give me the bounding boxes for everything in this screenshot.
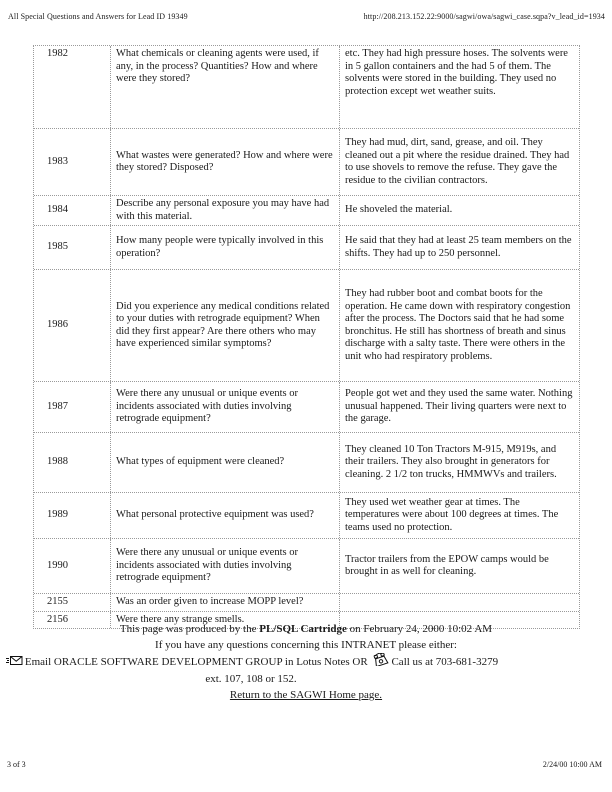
phone-icon — [372, 653, 389, 671]
row-id: 1989 — [34, 493, 111, 538]
answer-text: He said that they had at least 25 team members on the shifts. They had up to 250 personnel. — [345, 235, 572, 259]
table-row — [34, 270, 579, 382]
answer-text: People got wet and they used the same water. Nothing unusual happened. Their living quarters were next to the garage. — [345, 388, 573, 425]
row-id: 1988 — [34, 433, 111, 492]
table-row — [34, 46, 579, 129]
qa-table — [33, 45, 580, 629]
email-icon — [6, 655, 23, 671]
answer-text: They cleaned 10 Ton Tractors M-915, M919s, and their trailers. They also brought in generators for cleaning. 2 1/2 ton trucks, HMMWVs and trailers. — [345, 443, 557, 480]
table-row — [34, 594, 579, 612]
answer-text: etc. They had high pressure hoses. The solvents were in 5 gallon containers and the had 5 of them. The solvents were stored in the building. They used no protection except wet weather suits. — [345, 48, 568, 97]
page-footer — [0, 621, 612, 703]
produced-line — [0, 621, 612, 637]
question-text: Describe any personal exposure you may have had with this material. — [111, 196, 340, 225]
question-text: Was an order given to increase MOPP level? — [111, 594, 340, 611]
answer-text: They had rubber boot and combat boots for the operation. He came down with respiratory congestion after the process. The Doctors said that he had some bronchitus. He still has shortness of breath and sinus discharge with a salty taste. There were others in the unit who had respiratory problems. — [345, 288, 571, 362]
produced-prefix: This page was produced by the — [119, 623, 260, 635]
answer-text — [340, 594, 579, 611]
produced-date: on February 24, 2000 10:02 AM — [346, 623, 493, 635]
question-text: What personal protective equipment was used? — [111, 493, 340, 538]
page-title: All Special Questions and Answers for Lead ID 19349 — [8, 12, 188, 21]
question-text: What chemicals or cleaning agents were used, if any, in the process? Quantities? How and where were they stored? — [111, 46, 340, 128]
table-row — [34, 382, 579, 433]
row-id: 1982 — [34, 46, 111, 128]
plsql-cartridge-label: PL/SQL Cartridge — [259, 623, 347, 635]
answer-text: He shoveled the material. — [345, 204, 453, 216]
row-id: 1986 — [34, 270, 111, 381]
contact-phone-text: Call us at 703-681-3279 ext. 107, 108 or 152. — [205, 656, 499, 685]
table-row — [34, 226, 579, 270]
questions-line: If you have any questions concerning this INTRANET please either: — [155, 639, 457, 651]
row-id: 1984 — [34, 196, 111, 225]
table-row — [34, 433, 579, 493]
row-id: 1990 — [34, 539, 111, 593]
table-row — [34, 539, 579, 594]
table-row — [34, 493, 579, 539]
table-row — [34, 129, 579, 196]
answer-text: They used wet weather gear at times. The temperatures were about 100 degrees at times. The teams used no protection. — [345, 496, 559, 533]
print-header — [8, 12, 605, 21]
contact-line — [0, 653, 502, 687]
question-text: Did you experience any medical conditions related to your duties with retrograde equipment? When did they first appear? Are there others who may have experienced similar symptoms? — [111, 270, 340, 381]
row-id: 2156 — [34, 612, 111, 629]
question-text: What wastes were generated? How and where were they stored? Disposed? — [111, 129, 340, 195]
answer-text: Tractor trailers from the EPOW camps would be brought in as well for cleaning. — [345, 553, 549, 577]
page-number: 3 of 3 — [7, 760, 26, 769]
row-id: 2155 — [34, 594, 111, 611]
contact-email-text: Email ORACLE SOFTWARE DEVELOPMENT GROUP in Lotus Notes OR — [24, 656, 368, 668]
question-text: Were there any strange smells. — [111, 612, 340, 629]
print-timestamp: 2/24/00 10:00 AM — [542, 760, 602, 769]
source-url: http://208.213.152.22:9000/sagwi/owa/sagwi_case.sqpa?v_lead_id=1934 — [363, 12, 605, 21]
question-text: How many people were typically involved in this operation? — [111, 226, 340, 269]
sagwi-home-link[interactable]: Return to the SAGWI Home page. — [229, 689, 383, 701]
question-text: Were there any unusual or unique events or incidents associated with duties involving retrograde equipment? — [111, 539, 340, 593]
table-row — [34, 196, 579, 226]
question-text: What types of equipment were cleaned? — [111, 433, 340, 492]
answer-text: They had mud, dirt, sand, grease, and oil. They cleaned out a pit where the residue drained. They had to use shovels to remove the refuse. They gave the residue to the civilian contractors. — [345, 137, 570, 186]
row-id: 1987 — [34, 382, 111, 432]
row-id: 1983 — [34, 129, 111, 195]
home-link-line — [0, 687, 612, 703]
question-text: Were there any unusual or unique events or incidents associated with duties involving retrograde equipment? — [111, 382, 340, 432]
row-id: 1985 — [34, 226, 111, 269]
